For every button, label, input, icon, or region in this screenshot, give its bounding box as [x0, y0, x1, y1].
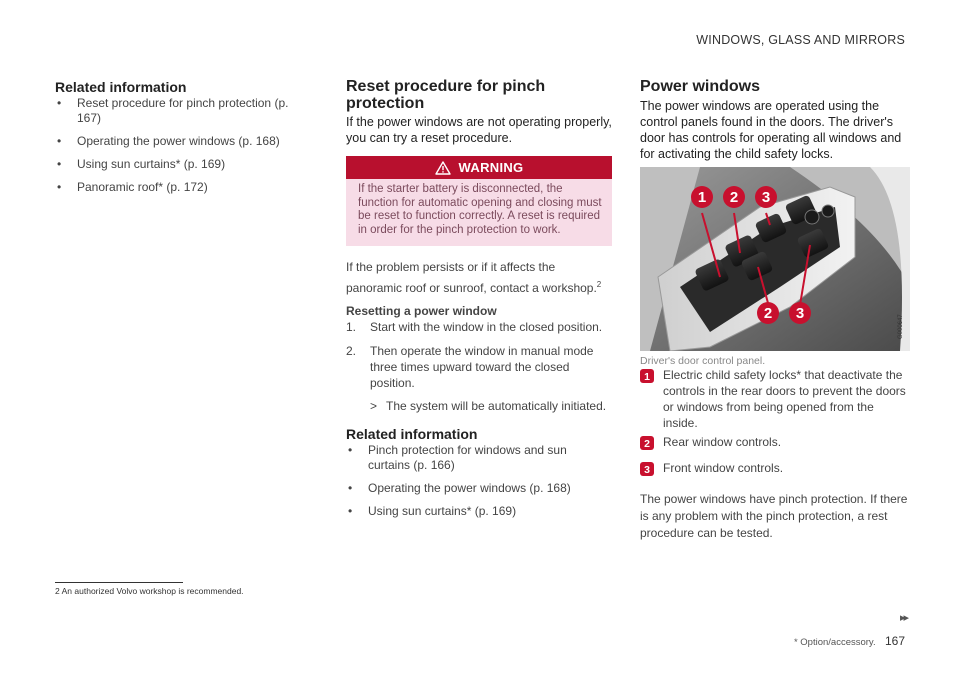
footnote-marker: 2	[55, 586, 60, 596]
warning-label: WARNING	[458, 160, 524, 175]
related-link[interactable]: • Panoramic roof* (p. 172)	[55, 180, 295, 195]
continue-chevron-icon[interactable]: ▸▸	[899, 612, 907, 624]
page-number: 167	[884, 634, 905, 648]
callout-number: 2	[644, 438, 650, 450]
image-code: G000647	[898, 314, 904, 339]
step-item	[346, 343, 612, 391]
result-text: The system will be automatically initiated.	[386, 399, 607, 413]
related-link[interactable]: • Operating the power windows (p. 168)	[346, 481, 612, 496]
footnote	[55, 586, 244, 596]
image-marker: 2	[763, 305, 773, 322]
step-item	[346, 319, 612, 335]
warning-box	[346, 156, 612, 246]
callout-text: Electric child safety locks* that deactivate the controls in the rear doors to prevent the doors or windows from being opened from the inside.	[663, 368, 906, 430]
image-marker: 3	[795, 305, 805, 322]
footnote-ref[interactable]: 2	[596, 280, 602, 289]
door-control-panel-illustration	[640, 167, 910, 351]
callout-item-3	[640, 460, 910, 476]
image-marker: 3	[761, 189, 771, 206]
step-result	[346, 398, 612, 414]
reset-steps	[346, 319, 612, 391]
option-note: * Option/accessory.	[793, 637, 876, 648]
persist-paragraph	[346, 259, 612, 297]
reset-procedure-title: Reset procedure for pinch protection	[346, 78, 546, 112]
power-windows-title: Power windows	[640, 78, 761, 95]
power-windows-intro: The power windows are operated using the control panels found in the doors. The driver's door has controls for operating all windows and for activating the child safety locks.	[640, 99, 902, 161]
image-marker: 1	[697, 189, 707, 206]
related-links-list-2	[346, 443, 612, 519]
reset-intro: If the power windows are not operating properly, you can try a reset procedure.	[346, 115, 612, 145]
related-link[interactable]: • Pinch protection for windows and sun curtains (p. 166)	[346, 443, 612, 473]
related-info-heading: Related information	[55, 79, 187, 95]
callout-number: 3	[644, 464, 650, 476]
step-number: 2.	[346, 344, 357, 358]
persist-text: If the problem persists or if it affects the panoramic roof or sunroof, contact a workshop.	[346, 260, 597, 295]
number-badge-icon	[640, 369, 654, 383]
number-badge-icon	[640, 462, 654, 476]
result-marker: >	[370, 399, 378, 413]
resetting-subheading: Resetting a power window	[346, 304, 497, 318]
related-link[interactable]: • Using sun curtains* (p. 169)	[55, 157, 295, 172]
callout-text: Front window controls.	[663, 461, 784, 475]
related-link[interactable]: • Reset procedure for pinch protection (p. 167)	[55, 96, 295, 126]
warning-triangle-icon	[435, 161, 451, 175]
photo-caption: Driver's door control panel.	[640, 355, 766, 367]
number-badge-icon	[640, 436, 654, 450]
related-links-list	[55, 96, 295, 195]
step-text: Start with the window in the closed position.	[370, 320, 603, 334]
callout-item-1	[640, 367, 910, 431]
power-windows-column	[640, 78, 910, 367]
callout-number: 1	[644, 371, 650, 383]
page-footer	[794, 634, 905, 648]
step-text: Then operate the window in manual mode three times upward toward the closed position.	[370, 344, 594, 390]
step-number: 1.	[346, 320, 357, 334]
related-link[interactable]: • Using sun curtains* (p. 169)	[346, 504, 612, 519]
callout-text: Rear window controls.	[663, 435, 782, 449]
warning-text: If the starter battery is disconnected, the function for automatic opening and closing must be reset to function correctly. A reset is required in order for the pinch protection to work.	[346, 179, 612, 246]
callout-item-2	[640, 434, 910, 450]
warning-header	[346, 156, 612, 179]
pinch-protection-closing: The power windows have pinch protection. If there is any problem with the pinch protection, a rest procedure can be tested.	[640, 492, 908, 540]
section-title: WINDOWS, GLASS AND MIRRORS	[696, 33, 905, 47]
footnote-text: An authorized Volvo workshop is recommended.	[61, 586, 244, 596]
related-link[interactable]: • Operating the power windows (p. 168)	[55, 134, 295, 149]
footnote-divider	[55, 582, 183, 583]
related-info-heading-2: Related information	[346, 426, 478, 442]
related-info-column-1	[55, 79, 295, 203]
reset-procedure-column	[346, 78, 612, 527]
image-marker: 2	[729, 189, 739, 206]
door-panel-photo	[640, 167, 910, 351]
